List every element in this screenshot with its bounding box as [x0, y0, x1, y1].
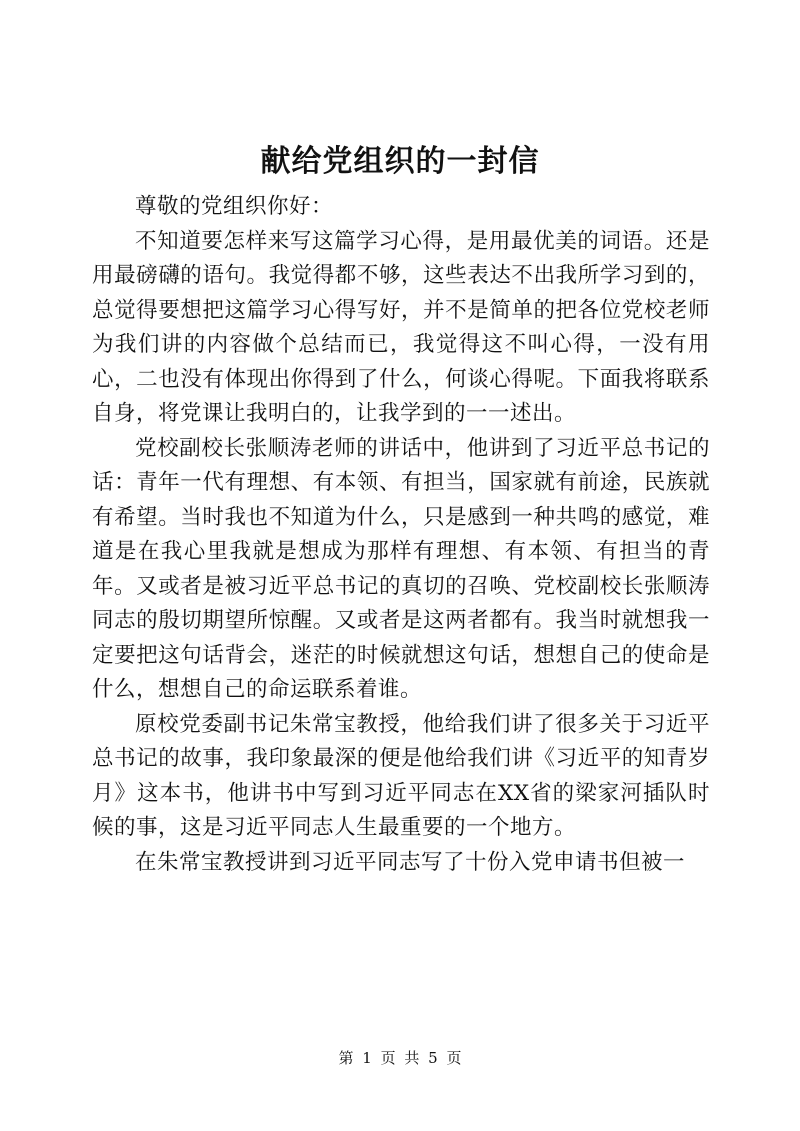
body-paragraph: 原校党委副书记朱常宝教授，他给我们讲了很多关于习近平总书记的故事，我印象最深的便是他给我们讲《习近平的知青岁月》这本书，他讲书中写到习近平同志在XX省的梁家河插队时候的事，这是习近平同志人生最重要的一个地方。: [92, 711, 710, 840]
document-title: 献给党组织的一封信: [260, 144, 540, 179]
page-number-footer: 第 1 页 共 5 页: [338, 1049, 462, 1067]
body-paragraph: 党校副校长张顺涛老师的讲话中，他讲到了习近平总书记的话：青年一代有理想、有本领、有担当，国家就有前途，民族就有希望。当时我也不知道为什么，只是感到一种共鸣的感觉，难道是在我心里我就是想成为那样有理想、有本领、有担当的青年。又或者是被习近平总书记的真切的召唤、党校副校长张顺涛同志的殷切期望所惊醒。又或者是这两者都有。我当时就想我一定要把这句话背会，迷茫的时候就想这句话，想想自己的使命是什么，想想自己的命运联系着谁。: [92, 435, 710, 702]
document-body: [92, 190, 710, 880]
body-paragraph: 不知道要怎样来写这篇学习心得，是用最优美的词语。还是用最磅礴的语句。我觉得都不够，这些表达不出我所学习到的，总觉得要想把这篇学习心得写好，并不是简单的把各位党校老师为我们讲的内容做个总结而已，我觉得这不叫心得，一没有用心，二也没有体现出你得到了什么，何谈心得呢。下面我将联系自身，将党课让我明白的，让我学到的一一述出。: [92, 228, 710, 426]
body-paragraph: 在朱常宝教授讲到习近平同志写了十份入党申请书但被一: [135, 849, 686, 875]
salutation-paragraph: 尊敬的党组织你好：: [135, 194, 334, 219]
